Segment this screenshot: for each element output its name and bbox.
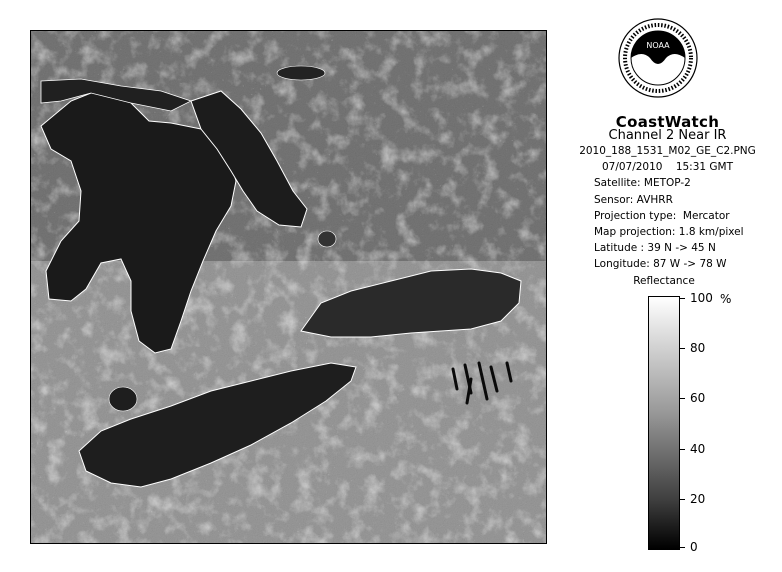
tick-20 xyxy=(679,499,685,500)
tick-label-40: 40 xyxy=(690,442,706,456)
lake-simcoe xyxy=(318,231,336,247)
tick-100 xyxy=(679,298,685,299)
tick-label-80: 80 xyxy=(690,341,706,355)
logo-text: NOAA xyxy=(646,41,670,50)
channel-label: Channel 2 Near IR xyxy=(608,128,727,143)
reflectance-colorbar xyxy=(648,296,680,550)
lake-nipissing xyxy=(277,66,325,80)
scale-label: Reflectance xyxy=(633,275,695,287)
tick-label-100: 100 xyxy=(690,291,713,305)
tick-80 xyxy=(679,348,685,349)
satellite-info: Satellite: METOP-2 xyxy=(594,177,691,189)
latitude-range: Latitude : 39 N -> 45 N xyxy=(594,242,716,254)
lake-st-clair xyxy=(109,387,137,411)
date-time: 07/07/2010 15:31 GMT xyxy=(601,161,734,173)
tick-0 xyxy=(679,547,685,548)
file-name: 2010_188_1531_M02_GE_C2.PNG xyxy=(579,145,756,157)
tick-label-60: 60 xyxy=(690,391,706,405)
tick-label-0: 0 xyxy=(690,540,698,554)
tick-60 xyxy=(679,398,685,399)
map-projection: Map projection: 1.8 km/pixel xyxy=(594,226,744,238)
product-title: CoastWatch xyxy=(615,113,720,131)
tick-label-20: 20 xyxy=(690,492,706,506)
longitude-range: Longitude: 87 W -> 78 W xyxy=(594,258,727,270)
sensor-info: Sensor: AVHRR xyxy=(594,194,673,206)
map-canvas xyxy=(31,31,546,543)
satellite-map[interactable] xyxy=(30,30,547,544)
projection-type: Projection type: Mercator xyxy=(594,210,730,222)
noaa-logo-icon xyxy=(618,18,698,98)
scale-unit: % xyxy=(720,292,732,306)
tick-40 xyxy=(679,449,685,450)
